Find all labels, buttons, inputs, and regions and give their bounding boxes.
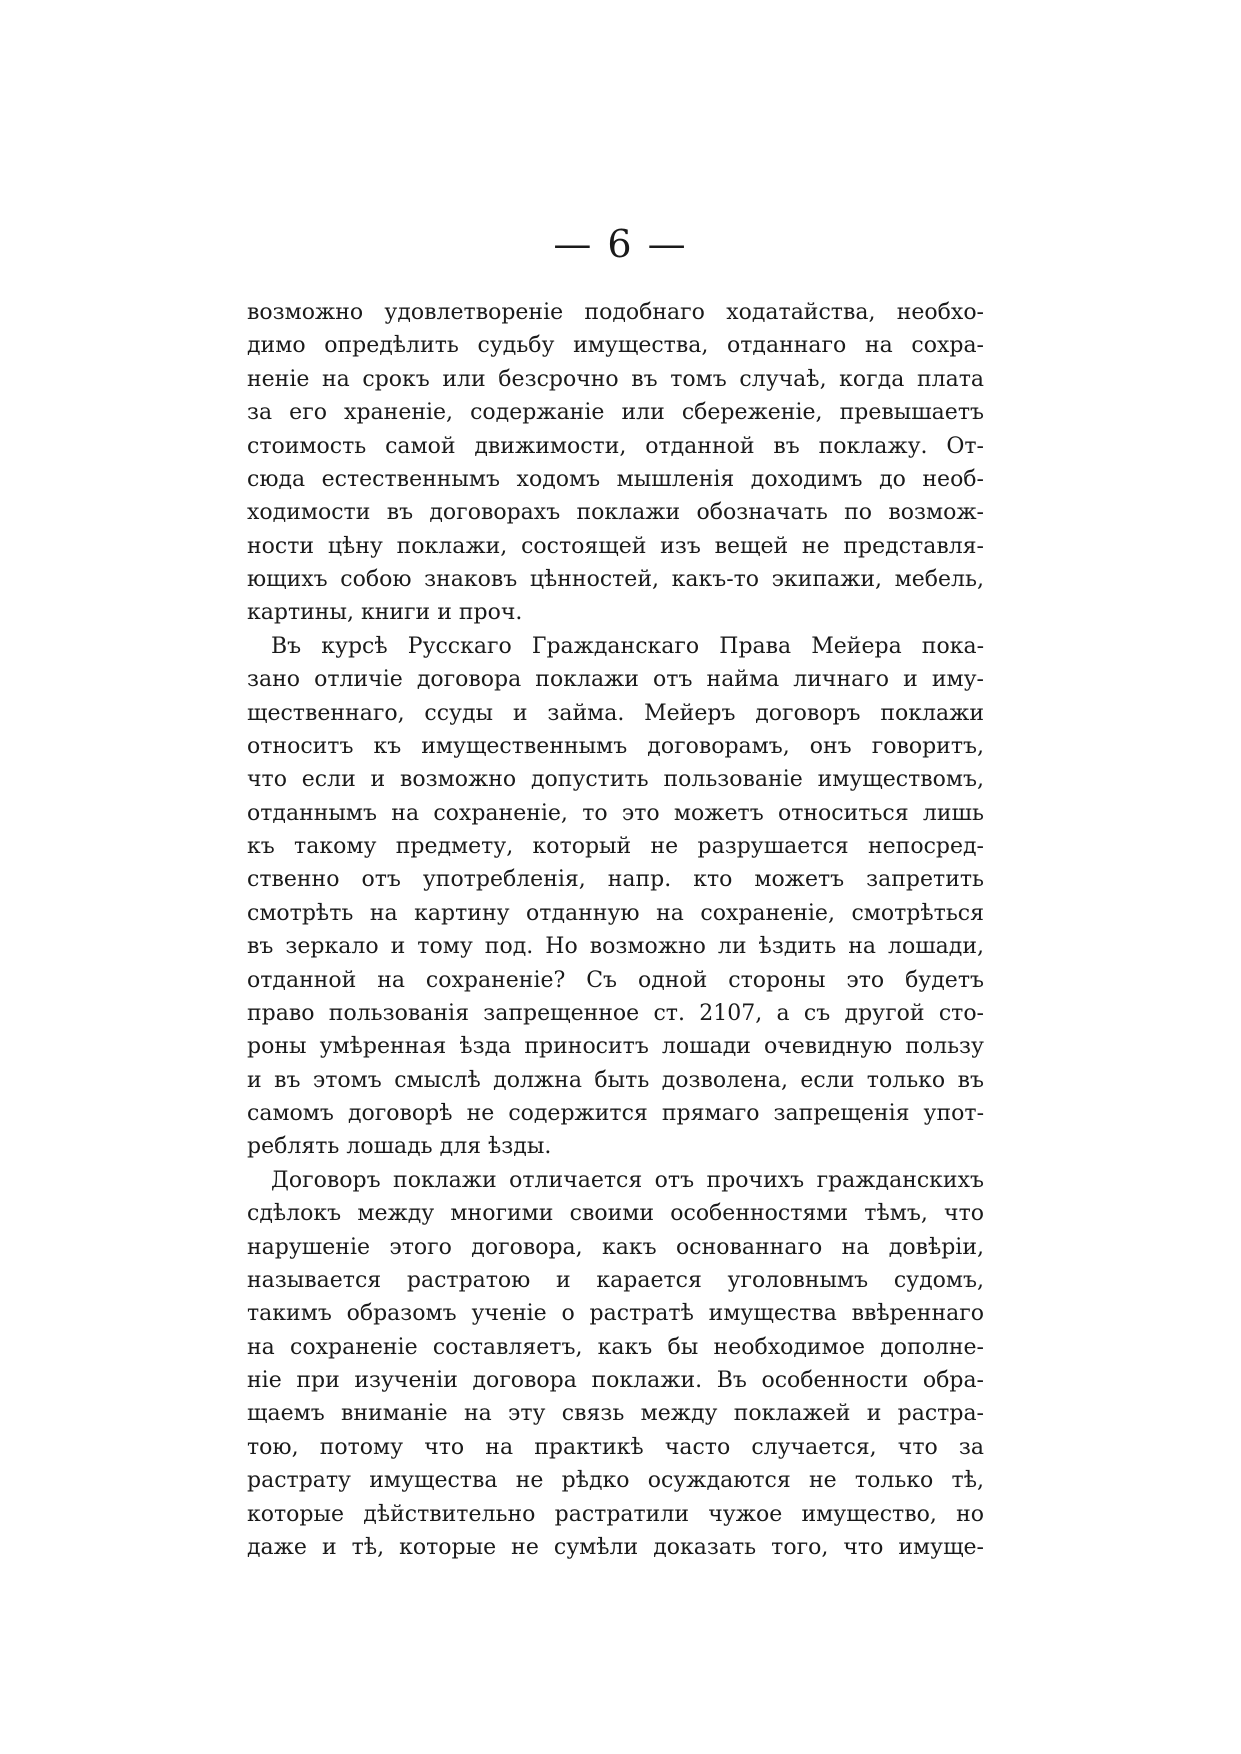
text-line: стоимость самой движимости, отданной въ поклажу. От- [247, 433, 984, 459]
text-line: неніе на срокъ или безсрочно въ томъ случаѣ, когда плата [247, 366, 984, 392]
text-line: къ такому предмету, который не разрушается непосред- [247, 834, 984, 859]
text-line: ніе при изученіи договора поклажи. Въ особенности обра- [247, 1368, 984, 1393]
body-text [247, 296, 984, 1564]
paragraph-start-line: Договоръ поклажи отличается отъ прочихъ гражданскихъ [271, 1167, 984, 1193]
text-line: называется растратою и карается уголовнымъ судомъ, [247, 1267, 984, 1293]
text-line: зано отличіе договора поклажи отъ найма личнаго и иму- [247, 667, 984, 693]
page-number: — 6 — [553, 222, 688, 266]
text-line: щаемъ вниманіе на эту связь между поклажей и растра- [247, 1401, 984, 1427]
text-line: и въ этомъ смыслѣ должна быть дозволена, если только въ [247, 1067, 984, 1093]
text-line: ющихъ собою знаковъ цѣнностей, какъ-то экипажи, мебель, [247, 567, 984, 592]
text-line: самомъ договорѣ не содержится прямаго запрещенія упот- [247, 1101, 984, 1126]
text-line: растрату имущества не рѣдко осуждаются не только тѣ, [247, 1468, 984, 1494]
text-line: ходимости въ договорахъ поклажи обозначать по возмож- [247, 500, 984, 526]
text-line: отданной на сохраненіе? Съ одной стороны это будетъ [247, 967, 984, 993]
text-line: за его храненіе, содержаніе или сбереженіе, превышаетъ [247, 400, 984, 426]
text-line: димо опредѣлить судьбу имущества, отданнаго на сохра- [247, 333, 984, 359]
text-line: относитъ къ имущественнымъ договорамъ, онъ говоритъ, [247, 733, 984, 759]
text-line: на сохраненіе составляетъ, какъ бы необходимое дополне- [247, 1334, 984, 1360]
text-line: сюда естественнымъ ходомъ мышленія доходимъ до необ- [247, 466, 984, 492]
text-line: смотрѣть на картину отданную на сохраненіе, смотрѣться [247, 900, 984, 926]
text-line: отданнымъ на сохраненіе, то это можетъ относиться лишь [247, 800, 984, 826]
text-line: ности цѣну поклажи, состоящей изъ вещей не представля- [247, 533, 984, 559]
text-line: право пользованія запрещенное ст. 2107, а съ другой сто- [247, 1000, 984, 1026]
text-line: роны умѣренная ѣзда приноситъ лошади очевидную пользу [247, 1034, 984, 1060]
text-line: такимъ образомъ ученіе о растратѣ имущества ввѣреннаго [247, 1301, 984, 1327]
text-line: которые дѣйствительно растратили чужое имущество, но [247, 1501, 984, 1527]
text-line: щественнаго, ссуды и займа. Мейеръ договоръ поклажи [247, 700, 984, 726]
text-line: реблять лошадь для ѣзды. [247, 1134, 552, 1160]
paragraph-start-line: Въ курсѣ Русскаго Гражданскаго Права Мейера пока- [271, 633, 984, 659]
text-line: даже и тѣ, которые не сумѣли доказать того, что имуще- [247, 1534, 984, 1560]
text-line: что если и возможно допустить пользованіе имуществомъ, [247, 767, 984, 793]
text-line: возможно удовлетвореніе подобнаго ходатайства, необхо- [247, 300, 984, 325]
text-line: тою, потому что на практикѣ часто случается, что за [247, 1434, 984, 1460]
text-line: нарушеніе этого договора, какъ основаннаго на довѣріи, [247, 1234, 984, 1260]
text-line: ственно отъ употребленія, напр. кто можетъ запретить [247, 867, 984, 893]
text-line: въ зеркало и тому под. Но возможно ли ѣздить на лошади, [247, 934, 984, 960]
text-line: картины, книги и проч. [247, 600, 523, 626]
text-line: сдѣлокъ между многими своими особенностями тѣмъ, что [247, 1201, 984, 1227]
